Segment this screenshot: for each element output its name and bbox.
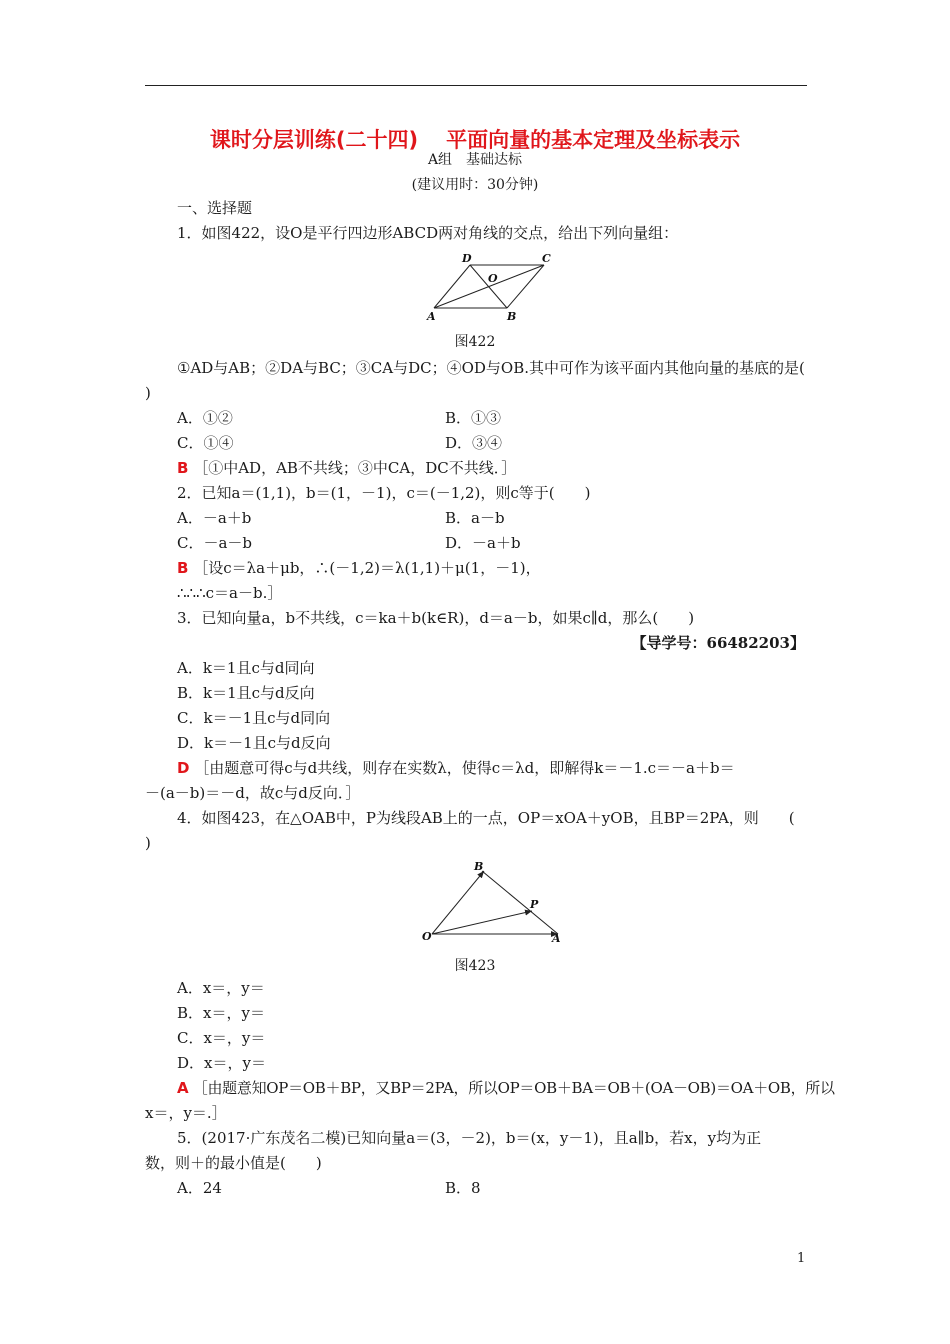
q2-option-b: B．a－b [445, 509, 505, 527]
q5-stem-1: 5．(2017·广东茂名二模)已知向量a＝(3，－2)，b＝(x，y－1)，且a∥b，若x，y均为正 [177, 1129, 762, 1147]
q4-option-a: A．x＝，y＝ [177, 979, 265, 997]
q2-option-d: D．－a＋b [445, 534, 521, 552]
edge-bc [507, 265, 544, 308]
q1-option-c: C．①④ [177, 434, 234, 452]
figure-422-caption: 图422 [454, 334, 496, 350]
q1-option-b: B．①③ [445, 409, 502, 427]
page-number: 1 [797, 1251, 806, 1266]
label-c: C [542, 252, 551, 265]
q4-stem-end: ) [145, 834, 151, 852]
vector-op [432, 911, 532, 934]
label-o: O [422, 930, 432, 943]
time-suggestion: (建议用时：30分钟) [411, 177, 539, 193]
q2-explanation-2: ∴∴∴c＝a－b.］ [177, 584, 283, 602]
q1-answer-line [177, 458, 516, 478]
q2-option-a: A．－a＋b [177, 509, 252, 527]
label-a: A [552, 932, 561, 944]
q5-option-a: A．24 [177, 1179, 222, 1197]
q5-stem-2: 数，则＋的最小值是( ) [145, 1154, 322, 1172]
q3-explanation-1: ［由题意可得c与d共线，则存在实数λ，使得c＝λd，即解得k＝－1.c＝－a＋b＝ [194, 759, 735, 777]
q4-option-d: D．x＝，y＝ [177, 1054, 266, 1072]
q2-answer: B [177, 559, 189, 577]
q1-stem2: ①AD与AB；②DA与BC；③CA与DC；④OD与OB.其中可作为该平面内其他向量的基底的是( [177, 359, 805, 377]
q3-answer: D [177, 759, 190, 777]
q1-option-d: D．③④ [445, 434, 503, 452]
title-right: 平面向量的基本定理及坐标表示 [446, 128, 741, 152]
edge-da [434, 265, 470, 308]
q4-explanation-1: ［由题意知OP＝OB＋BP，又BP＝2PA，所以OP＝OB＋BA＝OB＋(OA－OB)＝OA＋OB，所以 [192, 1079, 835, 1097]
q4-option-c: C．x＝，y＝ [177, 1029, 266, 1047]
group-label: A组 基础达标 [427, 152, 523, 168]
q2-answer-line [177, 558, 541, 578]
q3-option-b: B．k＝1且c与d反向 [177, 684, 315, 702]
label-o: O [488, 272, 498, 285]
parallelogram-figure [425, 250, 555, 324]
q1-stem: 1．如图422，设O是平行四边形ABCD两对角线的交点，给出下列向量组： [177, 224, 679, 242]
q4-explanation-2: x＝，y＝.］ [145, 1104, 227, 1122]
triangle-figure [418, 858, 566, 944]
q4-stem: 4．如图423，在△OAB中，P为线段AB上的一点，OP＝xOA＋yOB，且BP＝2PA，则 ( [177, 809, 795, 827]
top-rule [145, 85, 807, 86]
q3-option-a: A．k＝1且c与d同向 [177, 659, 315, 677]
q1-stem2-end: ) [145, 384, 151, 402]
q2-stem: 2．已知a＝(1,1)，b＝(1，－1)，c＝(－1,2)，则c等于( ) [177, 484, 591, 502]
label-a: A [427, 310, 436, 323]
q3-option-c: C．k＝－1且c与d同向 [177, 709, 331, 727]
q5-option-b: B．8 [445, 1179, 481, 1197]
segment-ab [482, 871, 558, 934]
q3-stem: 3．已知向量a，b不共线，c＝ka＋b(k∈R)，d＝a－b，如果c∥d，那么( ) [177, 609, 695, 627]
section-heading: 一、选择题 [177, 199, 253, 217]
q2-option-c: C．－a－b [177, 534, 253, 552]
label-b: B [507, 310, 517, 323]
q4-answer: A [177, 1079, 189, 1097]
label-b: B [474, 860, 484, 873]
q4-option-b: B．x＝，y＝ [177, 1004, 265, 1022]
q3-explanation-2: －(a－b)＝－d，故c与d反向．］ [145, 784, 361, 802]
q2-explanation-1: ［设c＝λa＋μb，∴(－1,2)＝λ(1,1)＋μ(1，－1)， [193, 559, 541, 577]
q1-answer: B [177, 459, 189, 477]
q3-option-d: D．k＝－1且c与d反向 [177, 734, 331, 752]
vector-ob [432, 871, 484, 934]
q1-option-a: A．①② [177, 409, 233, 427]
q3-reference-number: 【导学号：66482203】 [631, 634, 805, 652]
figure-423-caption: 图423 [454, 958, 496, 974]
label-d: D [462, 252, 472, 265]
q1-explanation: ［①中AD，AB不共线；③中CA，DC不共线．］ [193, 459, 517, 477]
label-p: P [530, 898, 539, 911]
q3-answer-line [177, 758, 735, 778]
title-left: 课时分层训练(二十四) [209, 128, 419, 152]
q4-answer-line [177, 1078, 835, 1098]
